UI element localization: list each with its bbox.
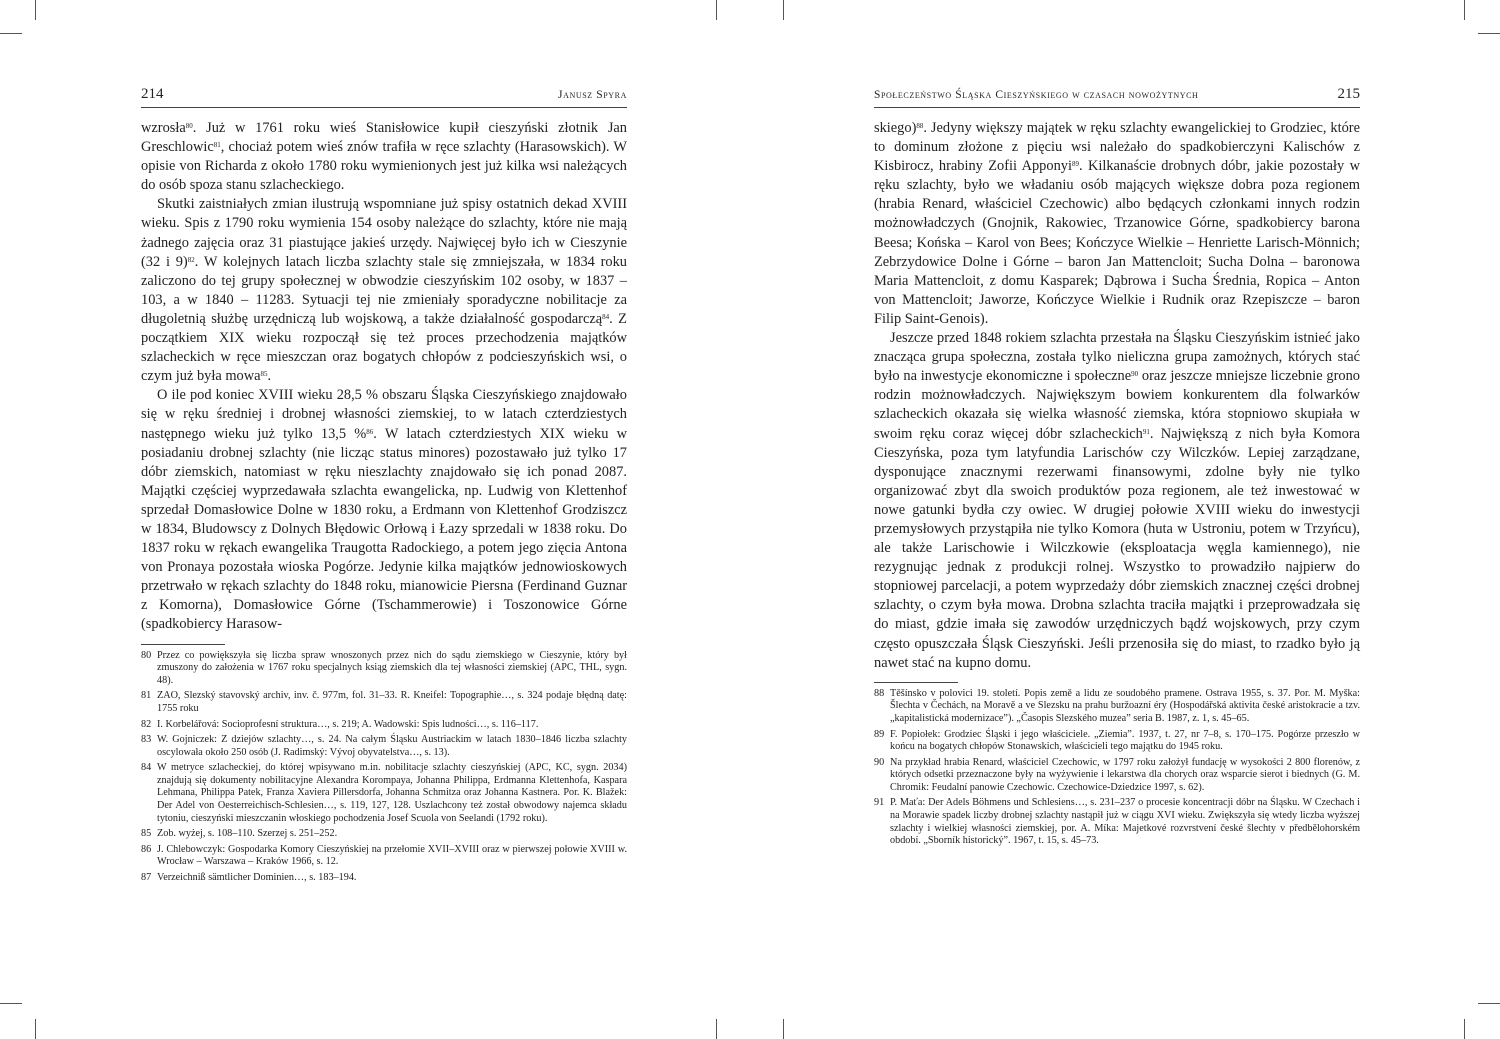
- footnote-ref: 86: [366, 427, 374, 436]
- footnote-ref: 89: [1071, 160, 1079, 169]
- body-paragraph: Jeszcze przed 1848 rokiem szlachta przestała na Śląsku Cieszyńskim istnieć jako znacząca grupa społeczna, została tylko nieliczna grupa zamożnych, których stać było na inwestycje ekonomiczne i społeczne$^{90}$ oraz jeszcze mniejsze liczebnie grono rodzin możnowładczych. Największym bowiem konkurentem dla folwarków szlacheckich okazała się wielka własność ziemska, która stopniowo skupiała w swoim ręku coraz więcej dóbr szlacheckich$^{91}$. Największą z nich była Komora Cieszyńska, poza tym latyfundia Larischów czy Wilczków. Lepiej zarządzane, dysponujące znacznymi rezerwami finansowymi, zdolne były nie tylko organizować zbyt dla swoich produktów poza regionem, ale też inwestować w nowe gatunki bydła czy owiec. W drugiej połowie XVIII wieku do inwestycji przemysłowych przystąpiła nie tylko Komora (huta w Ustroniu, potem w Trzyńcu), ale także Larischowie i Wilczkowie (eksploatacja węgla kamiennego), nie rezygnując jednak z produkcji rolnej. Wszystko to prowadziło najpierw do stopniowej parcelacji, a potem wyprzedaży dóbr ziemskich znacznej części drobnej szlachty, o czym była mowa. Drobna szlachta traciła majątki i przeprowadzała się do miast, gdzie imała się zawodów urzędniczych bądź wojskowych, przy czym często opuszczała Śląsk Cieszyński. Jeśli przenosiła się do miast, to rzadko było ją nawet stać na kupno domu.: [874, 330, 1360, 671]
- footnote: [141, 650, 627, 688]
- crop-mark: [0, 1003, 22, 1004]
- footnote-text: W. Gojniczek: Z dziejów szlachty…, s. 24. Na całym Śląsku Austriackim w latach 1830–1846 liczba szlachty oscylowała około 250 osób (J. Radimský: Vývoj obyvatelstva…, s. 13).: [157, 734, 627, 758]
- footnotes: [874, 688, 1360, 848]
- footnote-text: Těšínsko v polovici 19. století. Popis země a lidu ze soudobého pramene. Ostrava 1955, s. 37. Por. M. Myška: Šlechta v Čechách, na Moravě a ve Slezsku na prahu buržoazní éry (Hospodářská aktivita české aristokracie a tzv. „kapitalistická modernizace”). „Časopis Slezského muzea” seria B. 1987, z. 1, s. 45–65.: [890, 687, 1360, 724]
- footnote-number: 90: [874, 756, 885, 768]
- body-paragraph: skiego)$^{88}$. Jedyny większy majątek w ręku szlachty ewangelickiej to Grodziec, które to dominum złożone z pięciu wsi należało do spadkobierczyni Kalischów z Kisbirocz, hrabiny Zofii Apponyi$^{89}$. Kilkanaście drobnych dóbr, jakie pozostały w ręku szlachty, było we władaniu osób mających większe dobra poza regionem (hrabia Renard, właściciel Czechowic) albo będących członkami innych rodzin możnowładczych (Gnojnik, Rakowiec, Trzanowice Górne, spadkobiercy barona Beesa; Końska – Karol von Bees; Kończyce Wielkie – Henriette Larisch-Mönnich; Zebrzydowice Dolne i Górne – baron Jan Mattencloit; Sucha Dolna – baronowa Maria Mattencloit, z domu Kasparek; Dąbrowa i Sucha Średnia, Ropica – Anton von Mattencloit; Jaworze, Kończyce Wielkie i Rudnik oraz Rzepiszcze – baron Filip Saint-Genois).: [874, 120, 1360, 327]
- crop-mark: [716, 0, 717, 20]
- footnote-rule: [141, 644, 225, 645]
- running-head: Społeczeństwo Śląska Cieszyńskiego w czasach nowożytnych: [874, 89, 1199, 101]
- footnote: [141, 872, 627, 885]
- crop-mark: [1478, 1003, 1500, 1004]
- footnote: [141, 690, 627, 715]
- footnote-text: P. Maťa: Der Adels Böhmens und Schlesiens…, s. 231–237 o procesie koncentracji dóbr na Śląsku. W Czechach i na Morawie spadek liczby drobnej szlachty nastąpił już w ciągu XVI wieku. Zwiększyła się wtedy liczba wyższej szlachty i wielkiej własności ziemskiej, por. A. Míka: Majetkové rozvrstvení české šlechty v předbělohorském období. „Sborník historický”. 1967, t. 15, s. 45–73.: [890, 797, 1360, 847]
- footnote-ref: 81: [213, 141, 221, 150]
- crop-mark: [0, 33, 22, 34]
- footnote-ref: 80: [185, 122, 193, 130]
- footnote-text: I. Korbelářová: Socioprofesní struktura…, s. 219; A. Wadowski: Spis ludności…, s. 116–117.: [157, 718, 539, 730]
- footnote-rule: [874, 682, 958, 683]
- footnote-ref: 88: [916, 122, 924, 130]
- crop-mark: [1478, 33, 1500, 34]
- footnote-number: 91: [874, 797, 885, 809]
- footnote-ref: 90: [1131, 370, 1139, 379]
- footnote-number: 86: [141, 843, 152, 855]
- footnote-text: Verzeichniß sämtlicher Dominien…, s. 183–194.: [157, 872, 357, 884]
- right-page: [874, 86, 1360, 851]
- footnote-ref: 82: [187, 255, 195, 264]
- body-paragraph: Skutki zaistniałych zmian ilustrują wspomniane już spisy ostatnich dekad XVIII wieku. Spis z 1790 roku wymienia 154 osoby należące do szlachty, które nie mają żadnego zajęcia oraz 31 piastujące jakieś urzędy. Najwięcej było ich w Cieszynie (32 i 9)$^{82}$. W kolejnych latach liczba szlachty stale się zmniejszała, w 1834 roku zaliczono do tej grupy społecznej w obwodzie cieszyńskim 102 osoby, w 1837 – 103, a w 1840 – 11283. Sytuacji tej nie zmieniały sporadyczne nobilitacje za długoletnią służbę urzędniczą lub wojskową, a także działalność gospodarczą$^{84}$. Z początkiem XIX wieku rozpoczął się też proces przechodzenia majątków szlacheckich w ręce mieszczan oraz bogatych chłopów z podcieszyńskich wsi, o czym już była mowa$^{85}$.: [141, 196, 627, 385]
- running-head: Janusz Spyra: [558, 89, 627, 101]
- footnote-number: 82: [141, 718, 152, 730]
- footnote-text: ZAO, Slezský stavovský archiv, inv. č. 977m, fol. 31–33. R. Kneifel: Topographie…, s. 324 podaje błędną datę: 1755 roku: [157, 690, 627, 714]
- footnote: [874, 757, 1360, 795]
- footnote: [874, 729, 1360, 754]
- footnote-text: W metryce szlacheckiej, do której wpisywano m.in. nobilitacje szlachty cieszyńskiej (APC, KC, sygn. 2034) znajdują się dokumenty nobilitacyjne Alexandra Korompaya, Johanna Philippa, Erdmanna Klettenhofa, Kaspara Lehmana, Philippa Patek, Franza Xaviera Pillersdorfa, Johanna Schmitza oraz Johanna Kastnera. Por. K. Blažek: Der Adel von Oesterreichisch-Schlesien…, s. 119, 127, 128. Uszlachcony też został obwodowy najemca składu tytoniu, cieszyński mieszczanin włoskiego pochodzenia Josef Scuola von Seelandi (1792 roku).: [157, 762, 627, 824]
- footnote-number: 89: [874, 728, 885, 740]
- footnote-ref: 91: [1142, 427, 1150, 436]
- left-page: [141, 86, 627, 888]
- footnote: [141, 734, 627, 759]
- crop-mark: [1464, 1019, 1465, 1039]
- footnote-number: 83: [141, 734, 152, 746]
- body-paragraph: O ile pod koniec XVIII wieku 28,5 % obszaru Śląska Cieszyńskiego znajdowało się w ręku średniej i drobnej własności ziemskiej, to w latach czterdziestych następnego wieku już tylko 13,5 %$^{86}$. W latach czterdziestych XIX wieku w posiadaniu drobnej szlachty (nie licząc status minores) pozostawało już tylko 17 dóbr ziemskich, natomiast w ręku nieszlachty znajdowało się ich ponad 2087. Majątki częściej wyprzedawała szlachta ewangelicka, np. Ludwig von Klettenhof sprzedał Domasłowice Dolne w 1830 roku, a Erdmann von Klettenhof Grodziszcz w 1834, Bludowscy z Dolnych Błędowic Orłową i Łazy sprzedali w 1838 roku. Do 1837 roku w rękach ewangelika Traugotta Radockiego, a potem jego zięcia Antona von Pronaya pozostała wioska Pogórze. Jedynie kilka majątków jednowioskowych przetrwało w rękach szlachty do 1848 roku, mianowicie Piersna (Ferdinand Guznar z Komorna), Domasłowice Górne (Tschammerowie) i Toszonowice Górne (spadkobiercy Harasow-: [141, 387, 627, 633]
- crop-mark: [783, 1019, 784, 1039]
- page-number: 214: [141, 86, 164, 102]
- footnote-text: F. Popiołek: Grodziec Śląski i jego właściciele. „Ziemia”. 1937, t. 27, nr 7–8, s. 170–175. Pogórze przeszło w końcu na bogatych chłopów Stonawskich, właścicieli tego majątku do 1945 roku.: [890, 728, 1360, 753]
- page-number: 215: [1337, 86, 1360, 102]
- footnote-number: 85: [141, 828, 152, 840]
- footnote: [141, 719, 627, 732]
- crop-mark: [783, 0, 784, 20]
- body-text: [874, 119, 1360, 673]
- footnote-text: J. Chlebowczyk: Gospodarka Komory Cieszyńskiej na przełomie XVII–XVIII oraz w pierwszej połowie XVIII w. Wrocław – Warszawa – Kraków 1966, s. 12.: [157, 843, 627, 868]
- crop-mark: [35, 0, 36, 20]
- footnote-number: 80: [141, 649, 152, 661]
- body-text: [141, 119, 627, 635]
- footnote-number: 88: [874, 687, 885, 699]
- crop-mark: [716, 1019, 717, 1039]
- footnote-ref: 84: [602, 312, 610, 321]
- footnote-text: Przez co powiększyła się liczba spraw wnoszonych przez nich do sądu ziemskiego w Cieszynie, który był zmuszony do założenia w 1767 roku specjalnych ksiąg ziemskich dla tej własności ziemskiej (APC, THL, sygn. 48).: [157, 649, 627, 686]
- footnote: [874, 797, 1360, 847]
- footnote: [141, 762, 627, 825]
- body-paragraph: wzrosła$^{80}$. Już w 1761 roku wieś Stanisłowice kupił cieszyński złotnik Jan Greschlowic$^{81}$, chociaż potem wieś znów trafiła w ręce szlachty (Harasowskich). W opisie von Richarda z około 1780 roku wymienionych jest już kilka wsi należących do osób spoza stanu szlacheckiego.: [141, 120, 627, 194]
- crop-mark: [1464, 0, 1465, 20]
- footnote-ref: 85: [260, 370, 268, 379]
- footnote: [874, 688, 1360, 726]
- footnote-text: Zob. wyżej, s. 108–110. Szerzej s. 251–252.: [157, 828, 338, 840]
- page-header: [141, 86, 627, 108]
- footnote-number: 84: [141, 762, 152, 774]
- footnote: [141, 844, 627, 869]
- footnote-number: 87: [141, 872, 152, 884]
- crop-mark: [35, 1019, 36, 1039]
- footnote: [141, 828, 627, 841]
- footnote-number: 81: [141, 690, 152, 702]
- page-header: [874, 86, 1360, 108]
- footnotes: [141, 650, 627, 885]
- footnote-text: Na przykład hrabia Renard, właściciel Czechowic, w 1797 roku założył fundację w wysokości 2 800 florenów, z których odsetki przeznaczone były na wyżywienie i lekarstwa dla chorych oraz wsparcie sierot i biednych (G. M. Chromik: Feudalní panowie Czechowic. Czechowice-Dziedzice 1997, s. 62).: [890, 756, 1360, 793]
